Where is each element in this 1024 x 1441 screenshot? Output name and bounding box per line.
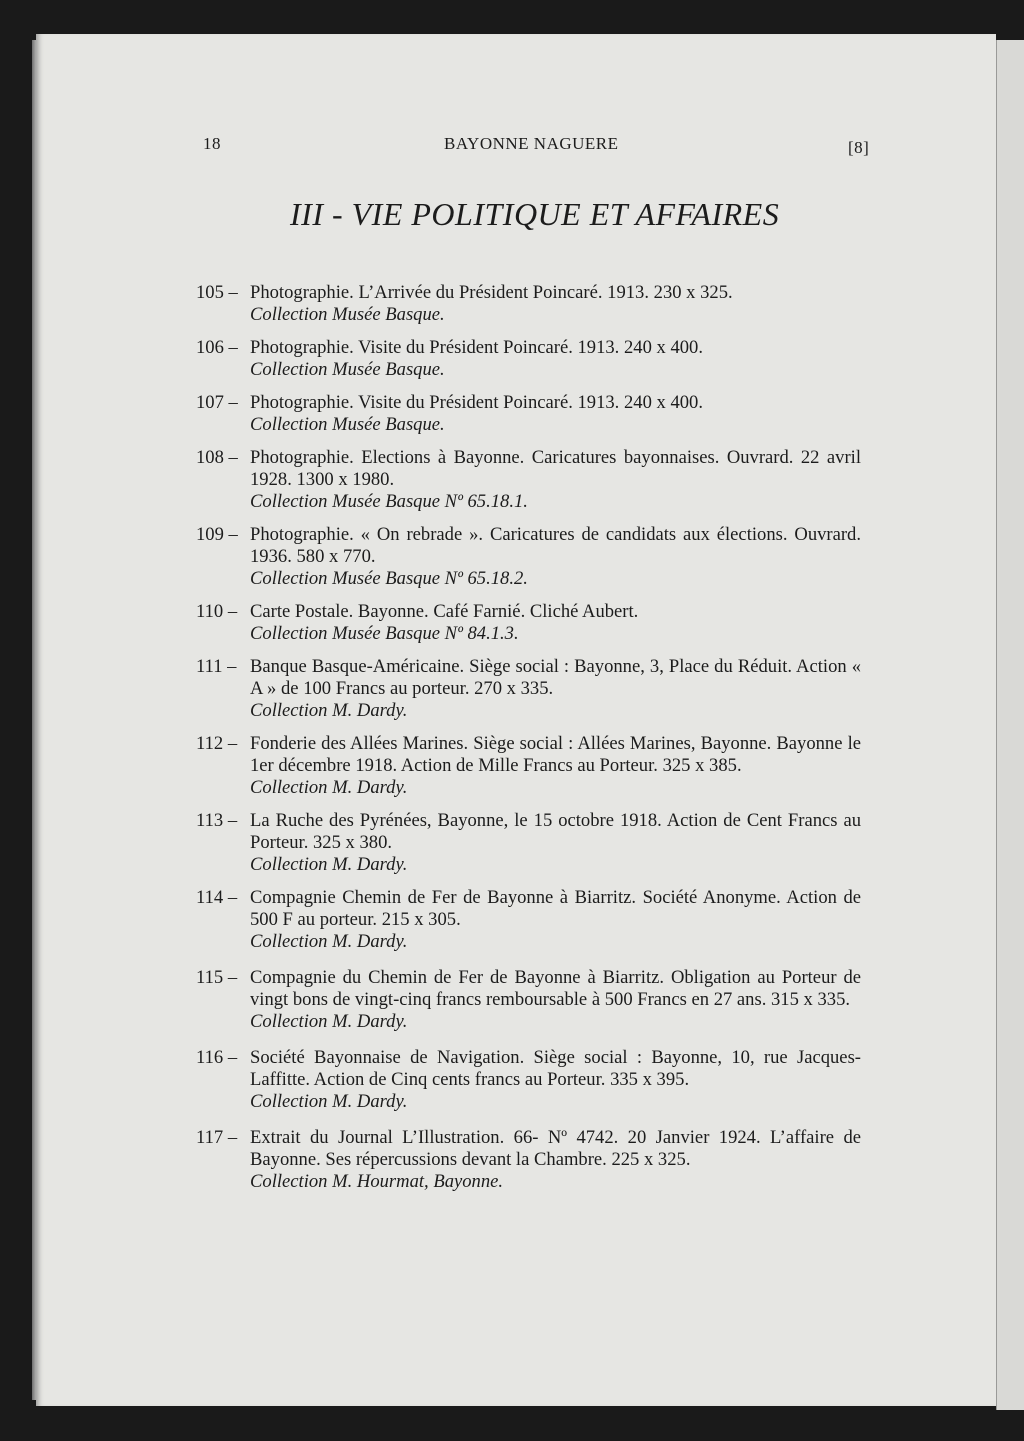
entry-description: Extrait du Journal L’Illustration. 66- Nº 4742. 20 Janvier 1924. L’affaire de Bayonne. Ses répercussions devant la Chambre. 225 x 325. — [250, 1127, 861, 1170]
catalogue-entry — [196, 392, 861, 436]
entry-description: La Ruche des Pyrénées, Bayonne, le 15 octobre 1918. Action de Cent Francs au Porteur. 325 x 380. — [250, 810, 861, 853]
page-number: 18 — [203, 134, 221, 153]
entry-number: 111 – — [196, 656, 237, 677]
entry-collection: Collection Musée Basque Nº 84.1.3. — [250, 623, 519, 644]
catalogue-entry — [196, 447, 861, 513]
entry-collection: Collection Musée Basque Nº 65.18.1. — [250, 491, 528, 512]
entry-description: Fonderie des Allées Marines. Siège social : Allées Marines, Bayonne. Bayonne le 1er décembre 1918. Action de Mille Francs au Porteur. 325 x 385. — [250, 733, 861, 776]
catalogue-entries — [196, 282, 861, 1207]
entry-collection: Collection Musée Basque. — [250, 414, 445, 435]
entry-collection: Collection M. Dardy. — [250, 854, 408, 875]
catalogue-entry — [196, 601, 861, 645]
entry-description: Photographie. L’Arrivée du Président Poincaré. 1913. 230 x 325. — [250, 282, 733, 303]
entry-number: 106 – — [196, 337, 238, 358]
entry-collection: Collection M. Hourmat, Bayonne. — [250, 1171, 504, 1192]
entry-collection: Collection M. Dardy. — [250, 777, 408, 798]
entry-description: Photographie. Visite du Président Poincaré. 1913. 240 x 400. — [250, 337, 704, 358]
entry-number: 117 – — [196, 1127, 238, 1148]
entry-description: Société Bayonnaise de Navigation. Siège social : Bayonne, 10, rue Jacques-Laffitte. Action de Cinq cents francs au Porteur. 335 x 395. — [250, 1047, 861, 1090]
catalogue-entry — [196, 1047, 861, 1113]
entry-description: Photographie. Visite du Président Poincaré. 1913. 240 x 400. — [250, 392, 704, 413]
entry-collection: Collection M. Dardy. — [250, 700, 408, 721]
entry-number: 114 – — [196, 887, 238, 908]
catalogue-entry — [196, 810, 861, 876]
entry-collection: Collection Musée Basque Nº 65.18.2. — [250, 568, 528, 589]
section-reference: [8] — [848, 138, 870, 157]
entry-description: Photographie. « On rebrade ». Caricatures de candidats aux élections. Ouvrard. 1936. 580 x 770. — [250, 524, 861, 567]
entry-collection: Collection Musée Basque. — [250, 359, 445, 380]
entry-description: Compagnie du Chemin de Fer de Bayonne à Biarritz. Obligation au Porteur de vingt bons de vingt-cinq francs remboursable à 500 Francs en 27 ans. 315 x 335. — [250, 967, 861, 1010]
entry-number: 113 – — [196, 810, 238, 831]
entry-description: Photographie. Elections à Bayonne. Caricatures bayonnaises. Ouvrard. 22 avril 1928. 1300 x 1980. — [250, 447, 861, 490]
catalogue-entry — [196, 1127, 861, 1193]
catalogue-entry — [196, 282, 861, 326]
running-title: BAYONNE NAGUERE — [444, 134, 619, 153]
catalogue-entry — [196, 656, 861, 722]
entry-collection: Collection M. Dardy. — [250, 1011, 408, 1032]
entry-number: 105 – — [196, 282, 238, 303]
entry-number: 107 – — [196, 392, 238, 413]
entry-number: 115 – — [196, 967, 238, 988]
catalogue-entry — [196, 967, 861, 1033]
page-header — [0, 134, 1024, 158]
catalogue-entry — [196, 733, 861, 799]
facing-page-edge — [996, 40, 1024, 1410]
entry-number: 109 – — [196, 524, 238, 545]
entry-number: 108 – — [196, 447, 238, 468]
entry-number: 112 – — [196, 733, 238, 754]
section-title: III - VIE POLITIQUE ET AFFAIRES — [290, 196, 780, 232]
entry-collection: Collection M. Dardy. — [250, 931, 408, 952]
entry-number: 110 – — [196, 601, 238, 622]
entry-collection: Collection M. Dardy. — [250, 1091, 408, 1112]
catalogue-entry — [196, 524, 861, 590]
entry-description: Carte Postale. Bayonne. Café Farnié. Cliché Aubert. — [250, 601, 639, 622]
entry-collection: Collection Musée Basque. — [250, 304, 445, 325]
entry-number: 116 – — [196, 1047, 238, 1068]
catalogue-entry — [196, 337, 861, 381]
entry-description: Compagnie Chemin de Fer de Bayonne à Biarritz. Société Anonyme. Action de 500 F au porteur. 215 x 305. — [250, 887, 861, 930]
catalogue-entry — [196, 887, 861, 953]
entry-description: Banque Basque-Américaine. Siège social : Bayonne, 3, Place du Réduit. Action « A » de 100 Francs au porteur. 270 x 335. — [250, 656, 861, 699]
